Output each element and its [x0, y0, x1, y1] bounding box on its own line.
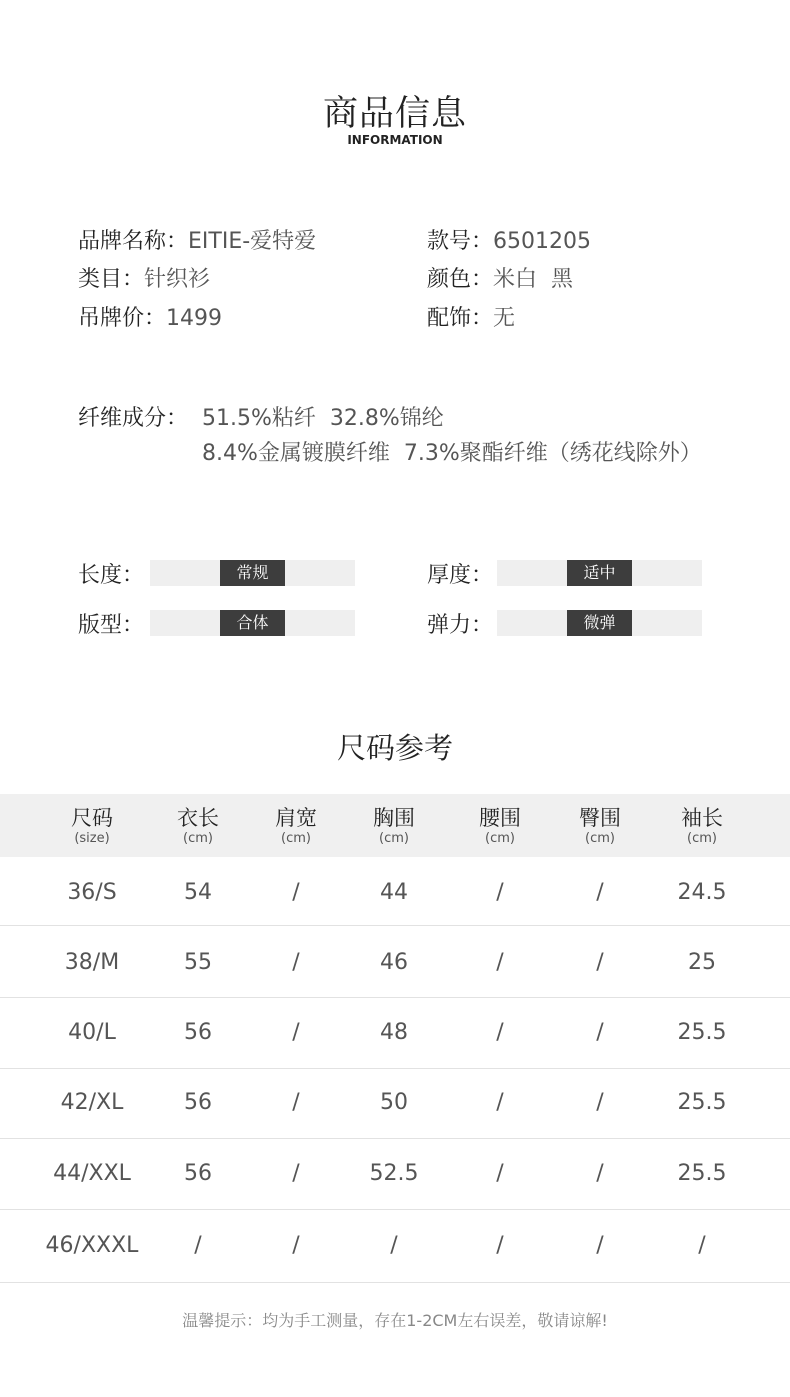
table-cell: 40/L [68, 1020, 116, 1045]
info-price-value: 1499 [166, 306, 223, 331]
table-row [0, 928, 790, 998]
column-name: 胸围 [373, 806, 415, 830]
table-cell: 55 [184, 950, 212, 975]
table-cell: / [596, 1161, 604, 1186]
table-row [0, 1139, 790, 1210]
info-category-value: 针织衫 [144, 267, 211, 292]
table-cell: / [596, 880, 604, 905]
info-color-key: 颜色： [427, 267, 494, 292]
table-cell: 25.5 [677, 1161, 727, 1186]
info-category [78, 262, 210, 293]
table-cell: 44/XXL [53, 1161, 131, 1186]
table-cell: 24.5 [677, 880, 727, 905]
info-brand-value: EITIE-爱特爱 [188, 229, 317, 254]
column-unit: (size) [74, 831, 110, 846]
table-cell: 38/M [64, 950, 120, 975]
column-header-size [42, 794, 142, 847]
column-header-sleeve [652, 794, 752, 847]
info-price-key: 吊牌价： [78, 306, 167, 331]
table-cell: / [292, 880, 300, 905]
table-cell: / [496, 880, 504, 905]
info-category-key: 类目： [78, 267, 145, 292]
table-cell: 56 [184, 1090, 212, 1115]
table-cell: / [596, 1090, 604, 1115]
info-price [78, 301, 222, 332]
column-header-shoulder [246, 794, 346, 847]
attr-fit-label: 版型： [78, 613, 145, 638]
info-accessory [427, 301, 515, 332]
column-unit: (cm) [379, 831, 409, 846]
table-cell: 54 [184, 880, 212, 905]
column-unit: (cm) [585, 831, 615, 846]
table-cell: 56 [184, 1161, 212, 1186]
column-unit: (cm) [687, 831, 717, 846]
column-unit: (cm) [281, 831, 311, 846]
table-cell: 46/XXXL [45, 1233, 139, 1258]
table-cell: / [596, 1020, 604, 1045]
attr-elasticity-label: 弹力： [427, 613, 494, 638]
column-header-hip [550, 794, 650, 847]
info-brand-key: 品牌名称： [78, 229, 189, 254]
table-cell: 48 [380, 1020, 408, 1045]
info-style-no-value: 6501205 [493, 229, 591, 254]
table-cell: / [596, 1233, 604, 1258]
column-unit: (cm) [485, 831, 515, 846]
attr-length-tag: 常规 [220, 560, 285, 586]
table-cell: / [496, 1233, 504, 1258]
page-subtitle: INFORMATION [347, 133, 443, 147]
column-header-length [148, 794, 248, 847]
table-cell: 42/XL [60, 1090, 124, 1115]
table-cell: 52.5 [369, 1161, 419, 1186]
info-style-no [427, 224, 591, 255]
table-cell: 44 [380, 880, 408, 905]
attr-elasticity-bar [497, 610, 702, 636]
attr-thickness-tag: 适中 [567, 560, 632, 586]
table-cell: 25.5 [677, 1090, 727, 1115]
info-brand [78, 224, 316, 255]
attr-elasticity-tag: 微弹 [567, 610, 632, 636]
column-name: 臀围 [579, 806, 621, 830]
column-name: 袖长 [681, 806, 723, 830]
fiber-label: 纤维成分： [78, 406, 189, 431]
table-row [0, 1210, 790, 1283]
column-name: 尺码 [71, 806, 113, 830]
table-cell: / [292, 950, 300, 975]
column-unit: (cm) [183, 831, 213, 846]
table-cell: 36/S [67, 880, 117, 905]
attr-fit-tag: 合体 [220, 610, 285, 636]
attr-length-bar [150, 560, 355, 586]
column-name: 肩宽 [275, 806, 317, 830]
attr-thickness-label: 厚度： [427, 563, 494, 588]
size-section-title: 尺码参考 [336, 731, 453, 765]
table-cell: / [390, 1233, 398, 1258]
table-cell: / [194, 1233, 202, 1258]
table-row [0, 998, 790, 1069]
attr-thickness-bar [497, 560, 702, 586]
fiber-line-1: 51.5%粘纤 32.8%锦纶 [202, 406, 444, 431]
column-name: 腰围 [479, 806, 521, 830]
table-row [0, 1068, 790, 1139]
table-cell: / [496, 1090, 504, 1115]
table-cell: / [292, 1233, 300, 1258]
column-header-chest [344, 794, 444, 847]
column-header-waist [450, 794, 550, 847]
info-accessory-value: 无 [493, 306, 516, 331]
size-table-header [0, 794, 790, 857]
table-cell: / [596, 950, 604, 975]
fiber-line-2: 8.4%金属镀膜纤维 7.3%聚酯纤维（绣花线除外） [202, 441, 702, 466]
table-cell: 25.5 [677, 1020, 727, 1045]
info-color [427, 262, 573, 293]
table-cell: / [292, 1090, 300, 1115]
table-cell: 50 [380, 1090, 408, 1115]
attr-fit-bar [150, 610, 355, 636]
measurement-tip: 温馨提示：均为手工测量，存在1-2CM左右误差，敬请谅解! [182, 1311, 608, 1330]
table-cell: / [496, 1020, 504, 1045]
table-cell: / [292, 1020, 300, 1045]
table-row [0, 860, 790, 926]
column-name: 衣长 [177, 806, 219, 830]
table-cell: / [292, 1161, 300, 1186]
page-title: 商品信息 [322, 94, 467, 134]
table-cell: 46 [380, 950, 408, 975]
table-cell: / [496, 1161, 504, 1186]
info-style-no-key: 款号： [427, 229, 494, 254]
table-cell: / [496, 950, 504, 975]
info-color-value: 米白 黑 [493, 267, 574, 292]
table-cell: / [698, 1233, 706, 1258]
info-accessory-key: 配饰： [427, 306, 494, 331]
table-cell: 56 [184, 1020, 212, 1045]
table-cell: 25 [688, 950, 716, 975]
attr-length-label: 长度： [78, 563, 145, 588]
